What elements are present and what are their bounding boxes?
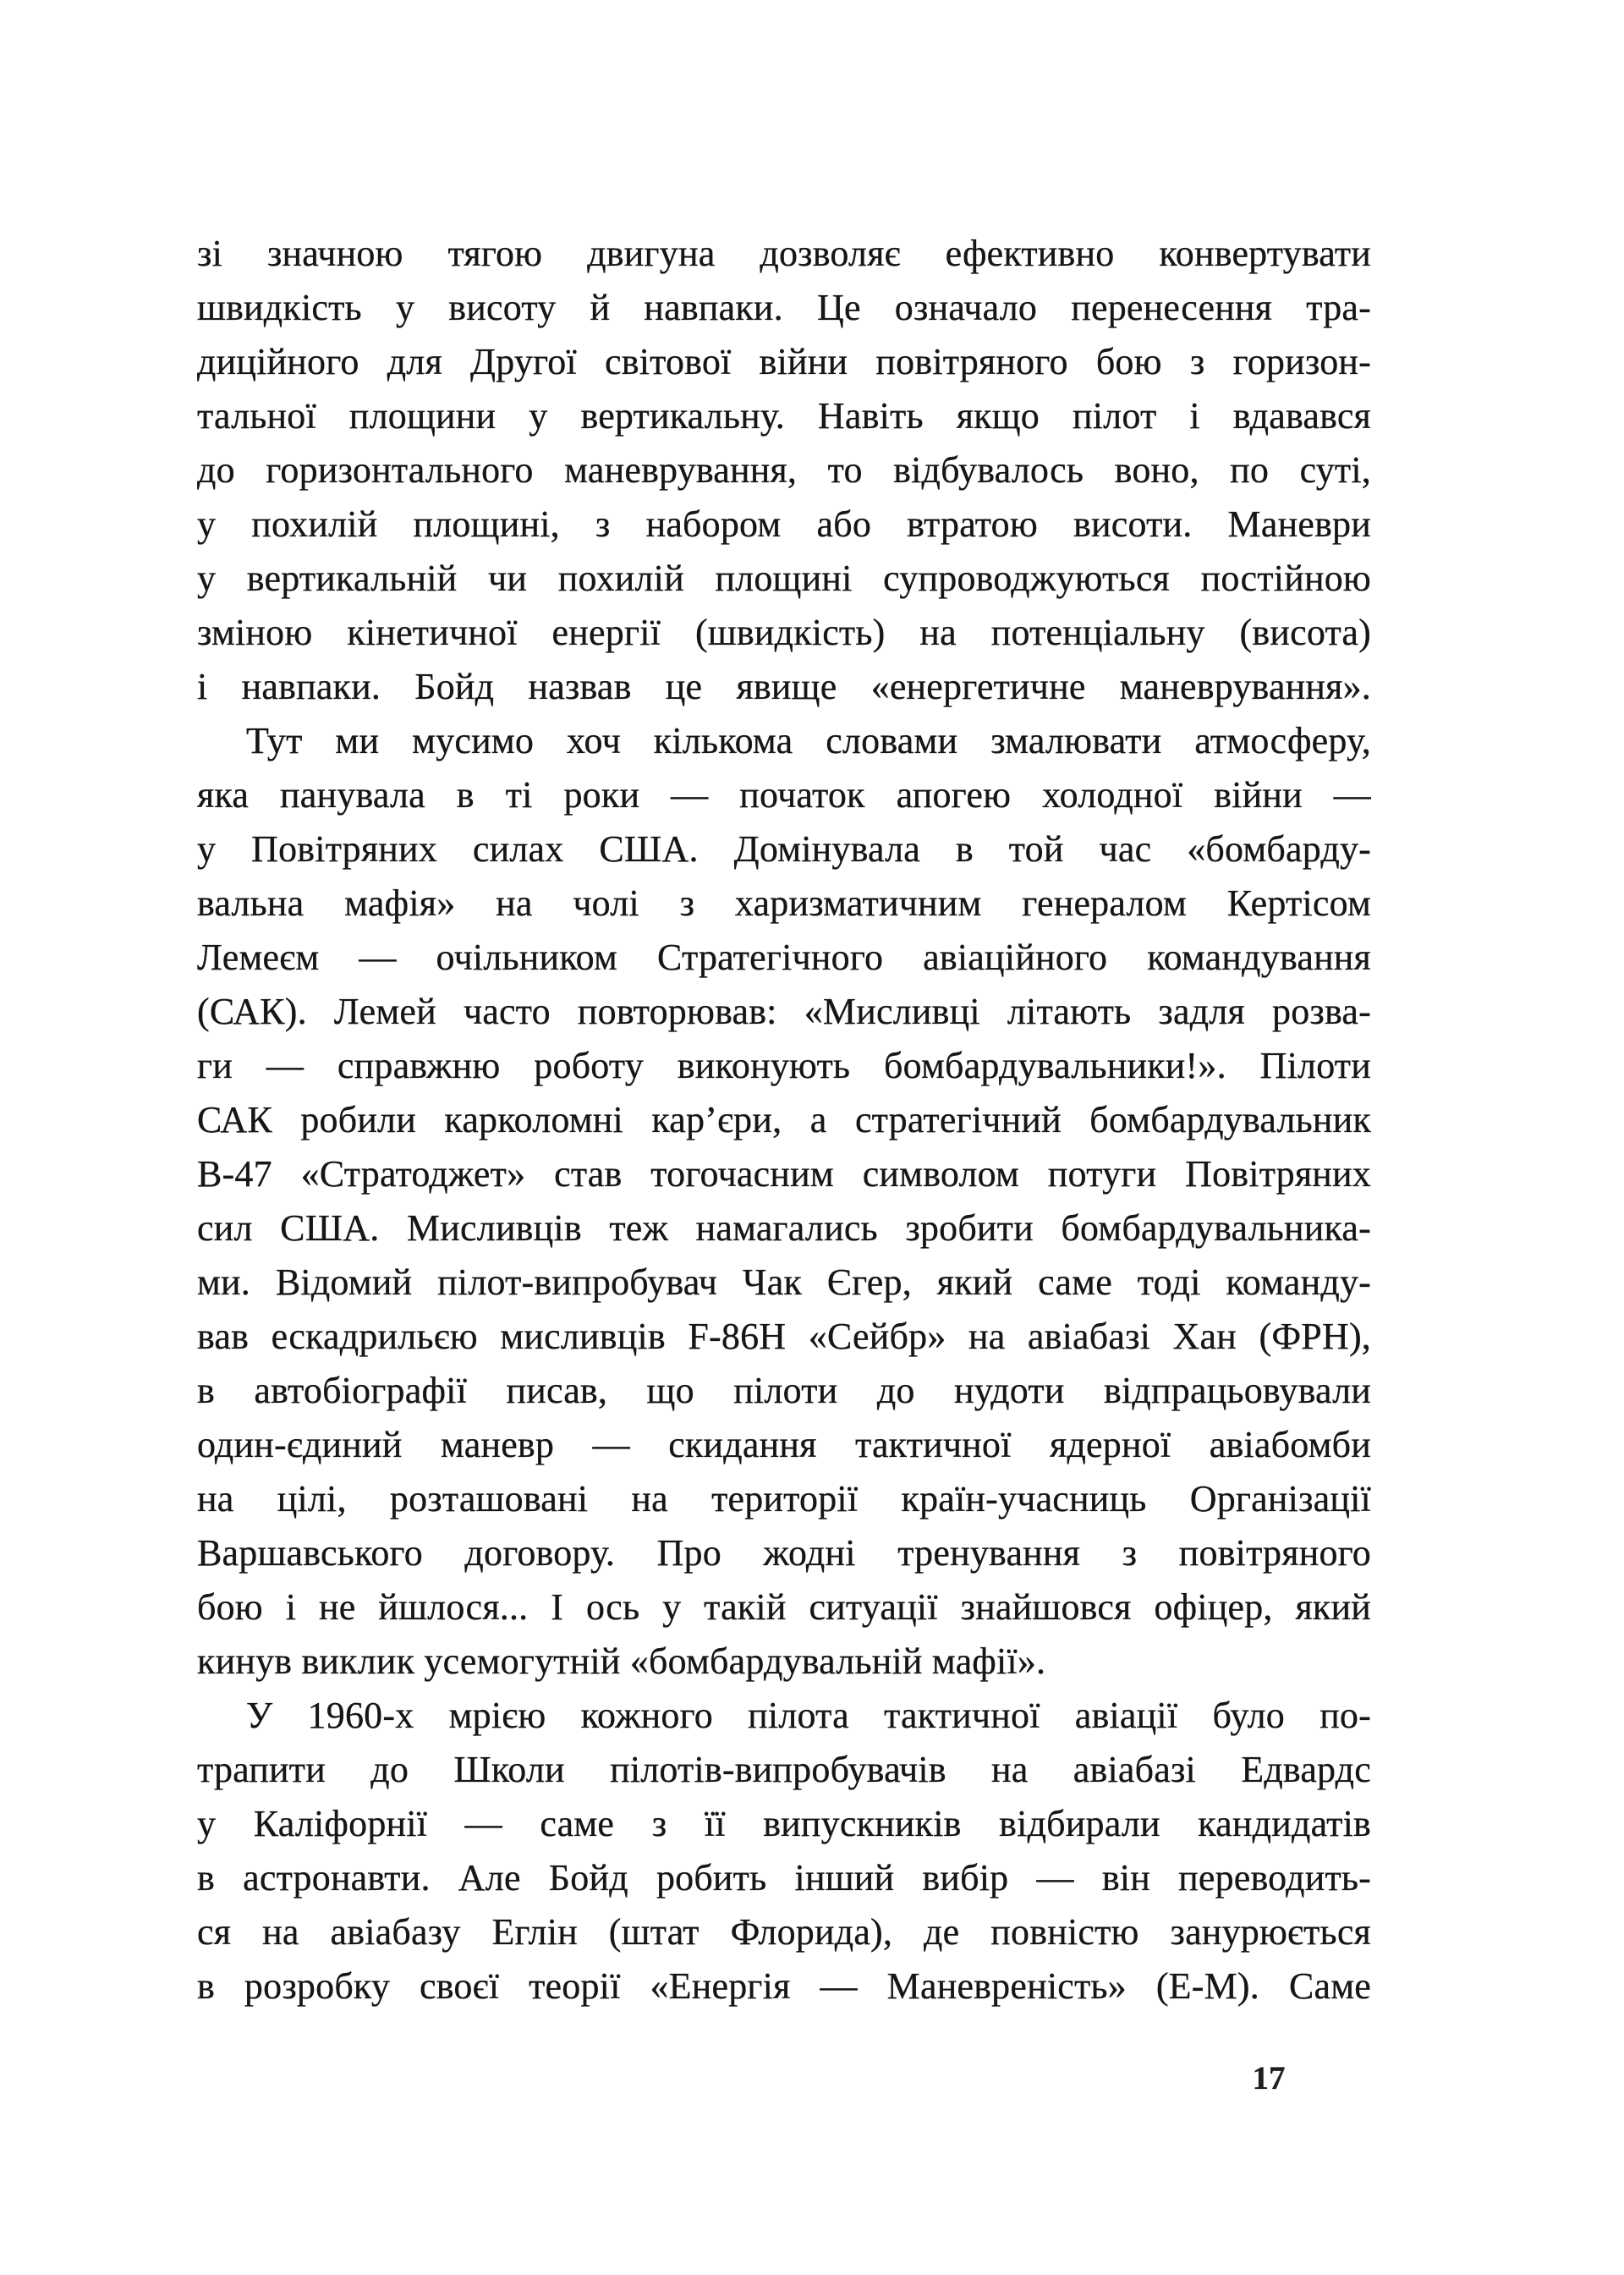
text-line: трапити до Школи пілотів-випробувачів на авіабазі Едвардс xyxy=(197,1749,1371,1790)
text-line: в розробку своєї теорії «Енергія — Маневреність» (Е-М). Саме xyxy=(197,1965,1371,2007)
paragraph xyxy=(197,227,1371,714)
text-line: Тут ми мусимо хоч кількома словами змалювати атмосферу, xyxy=(246,720,1371,761)
text-line: В-47 «Стратоджет» став тогочасним символом потуги Повітряних xyxy=(197,1153,1371,1195)
text-line: ся на авіабазу Еглін (штат Флорида), де повністю занурюється xyxy=(197,1911,1371,1953)
text-line: в автобіографії писав, що пілоти до нудоти відпрацьовували xyxy=(197,1370,1371,1411)
text-line: Лемеєм — очільником Стратегічного авіаційного командування xyxy=(197,937,1371,978)
text-line: вав ескадрильєю мисливців F-86H «Сейбр» на авіабазі Хан (ФРН), xyxy=(197,1316,1371,1357)
text-line: У 1960-х мрією кожного пілота тактичної авіації було по- xyxy=(246,1695,1371,1736)
text-line: диційного для Другої світової війни повітряного бою з горизон- xyxy=(197,341,1371,382)
text-line: на цілі, розташовані на території країн-учасниць Організації xyxy=(197,1478,1371,1519)
text-line: ги — справжню роботу виконують бомбардувальники!». Пілоти xyxy=(197,1045,1371,1086)
text-line: до горизонтального маневрування, то відбувалось воно, по суті, xyxy=(197,449,1371,491)
text-line: і навпаки. Бойд назвав це явище «енергетичне маневрування». xyxy=(197,666,1371,707)
text-line: САК робили карколомні кар’єри, а стратегічний бомбардувальник xyxy=(197,1099,1371,1140)
paragraph xyxy=(197,1689,1371,2014)
text-line: вальна мафія» на чолі з харизматичним генералом Кертісом xyxy=(197,882,1371,924)
paragraph xyxy=(197,714,1371,1689)
text-line: тальної площини у вертикальну. Навіть якщо пілот і вдавався xyxy=(197,395,1371,437)
text-line: зміною кінетичної енергії (швидкість) на потенціальну (висота) xyxy=(197,612,1371,653)
text-line: (САК). Лемей часто повторював: «Мисливці літають задля розва- xyxy=(197,991,1371,1032)
text-line: зі значною тягою двигуна дозволяє ефективно конвертувати xyxy=(197,233,1371,274)
text-block xyxy=(197,227,1371,2014)
text-line: яка панувала в ті роки — початок апогею холодної війни — xyxy=(197,774,1371,816)
text-line: ми. Відомий пілот-випробувач Чак Єгер, який саме тоді команду- xyxy=(197,1261,1371,1303)
text-line: кинув виклик усемогутній «бомбардувальній мафії». xyxy=(197,1640,1046,1682)
text-line: сил США. Мисливців теж намагались зробити бомбардувальника- xyxy=(197,1207,1371,1249)
text-line: у вертикальній чи похилій площині супроводжуються постійною xyxy=(197,558,1371,599)
text-line: у похилій площині, з набором або втратою висоти. Маневри xyxy=(197,503,1371,545)
text-line: у Каліфорнії — саме з її випускників відбирали кандидатів xyxy=(197,1803,1371,1844)
text-line: у Повітряних силах США. Домінувала в той час «бомбарду- xyxy=(197,828,1371,870)
text-line: Варшавського договору. Про жодні тренування з повітряного xyxy=(197,1532,1371,1574)
text-line: в астронавти. Але Бойд робить інший вибір — він переводить- xyxy=(197,1857,1371,1899)
text-line: один-єдиний маневр — скидання тактичної ядерної авіабомби xyxy=(197,1424,1371,1465)
text-line: бою і не йшлося... І ось у такій ситуації знайшовся офіцер, який xyxy=(197,1586,1371,1628)
text-line: швидкість у висоту й навпаки. Це означало перенесення тра- xyxy=(197,287,1371,328)
page-number: 17 xyxy=(1252,2060,1286,2096)
